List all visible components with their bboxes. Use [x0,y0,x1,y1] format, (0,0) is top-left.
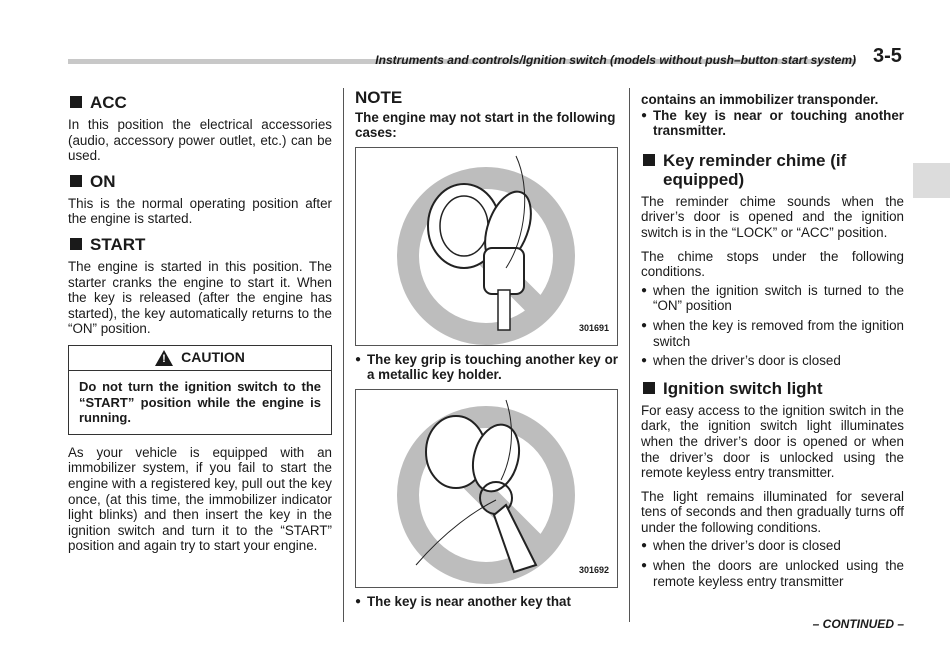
figure-number: 301691 [578,323,609,334]
note-bullet: ● The key is near another key that [355,593,571,609]
section-heading-start: START [68,235,332,254]
figure-number: 301692 [578,565,609,576]
section-heading-light: Ignition switch light [641,379,904,398]
chime-bullet: ● when the ignition switch is turned to the “ON” position [641,282,904,314]
section-heading-acc: ACC [68,93,332,112]
chime-bullet: ● when the key is removed from the ignition switch [641,317,904,349]
square-bullet-icon [643,382,655,394]
running-header: Instruments and controls/Ignition switch (models without push–button start system) [375,53,856,67]
note-title: NOTE [355,88,403,107]
caution-header [69,346,331,371]
section-heading-chime: Key reminder chime (if equipped) [641,151,904,189]
page-number: 3-5 [873,45,902,67]
note-bullet: ● The key is near or touching another transmitter. [641,107,904,139]
caution-label: CAUTION [181,349,245,366]
chime-bullet: ● when the driver’s door is closed [641,353,841,369]
prohibited-key-illustration [356,148,617,345]
figure-key-near [355,389,618,588]
caution-text: Do not turn the ignition switch to the “START” position while the engine is running. [79,378,321,426]
acc-paragraph: In this position the electrical accessories (audio, accessory power outlet, etc.) can be used. [68,117,332,164]
continued-footer: – CONTINUED – [812,617,904,631]
square-bullet-icon [70,238,82,250]
column-right [641,90,904,593]
chapter-tab [913,163,950,198]
column-left [68,90,332,562]
column-middle [355,90,618,614]
square-bullet-icon [70,175,82,187]
note-intro: The engine may not start in the following cases: [355,109,616,141]
note-continuation: contains an immobilizer transponder. [641,92,879,107]
square-bullet-icon [70,96,82,108]
chime-paragraph: The reminder chime sounds when the driver’s door is opened and the ignition switch is in the “LOCK” or “ACC” position. [641,193,904,240]
start-paragraph: The engine is started in this position. The starter cranks the engine to start it. When the key is released (after the engine has started), the key automatically returns to the “ON” position. [68,258,332,337]
caution-box [68,345,332,435]
on-paragraph: This is the normal operating position after the engine is started. [68,195,332,227]
column-divider [629,88,630,622]
light-bullet: ● when the driver’s door is closed [641,538,841,554]
section-heading-on: ON [68,172,332,191]
light-paragraph: For easy access to the ignition switch in the dark, the ignition switch light illuminates when the driver’s door is opened or when the driver’s door is unlocked using the remote keyless entry transmitter. [641,402,904,481]
column-divider [343,88,344,622]
immobilizer-paragraph: As your vehicle is equipped with an immobilizer system, if you fail to start the engine with a registered key, pull out the key once, (at this time, the immobilizer indicator light blinks) and then insert the key in the ignition switch and turn it to the “START” position and again try to start your engine. [68,444,332,554]
light-paragraph-2: The light remains illuminated for several tens of seconds and then gradually turns off under the following conditions. [641,488,904,535]
warning-triangle-icon: ! [155,350,173,366]
figure-key-touching [355,147,618,346]
light-bullet: ● when the doors are unlocked using the remote keyless entry transmitter [641,558,904,589]
note-bullet: ● The key grip is touching another key or a metallic key holder. [355,351,618,383]
prohibited-key-holder-illustration [356,390,617,587]
square-bullet-icon [643,154,655,166]
chime-stops-paragraph: The chime stops under the following conditions. [641,248,904,280]
